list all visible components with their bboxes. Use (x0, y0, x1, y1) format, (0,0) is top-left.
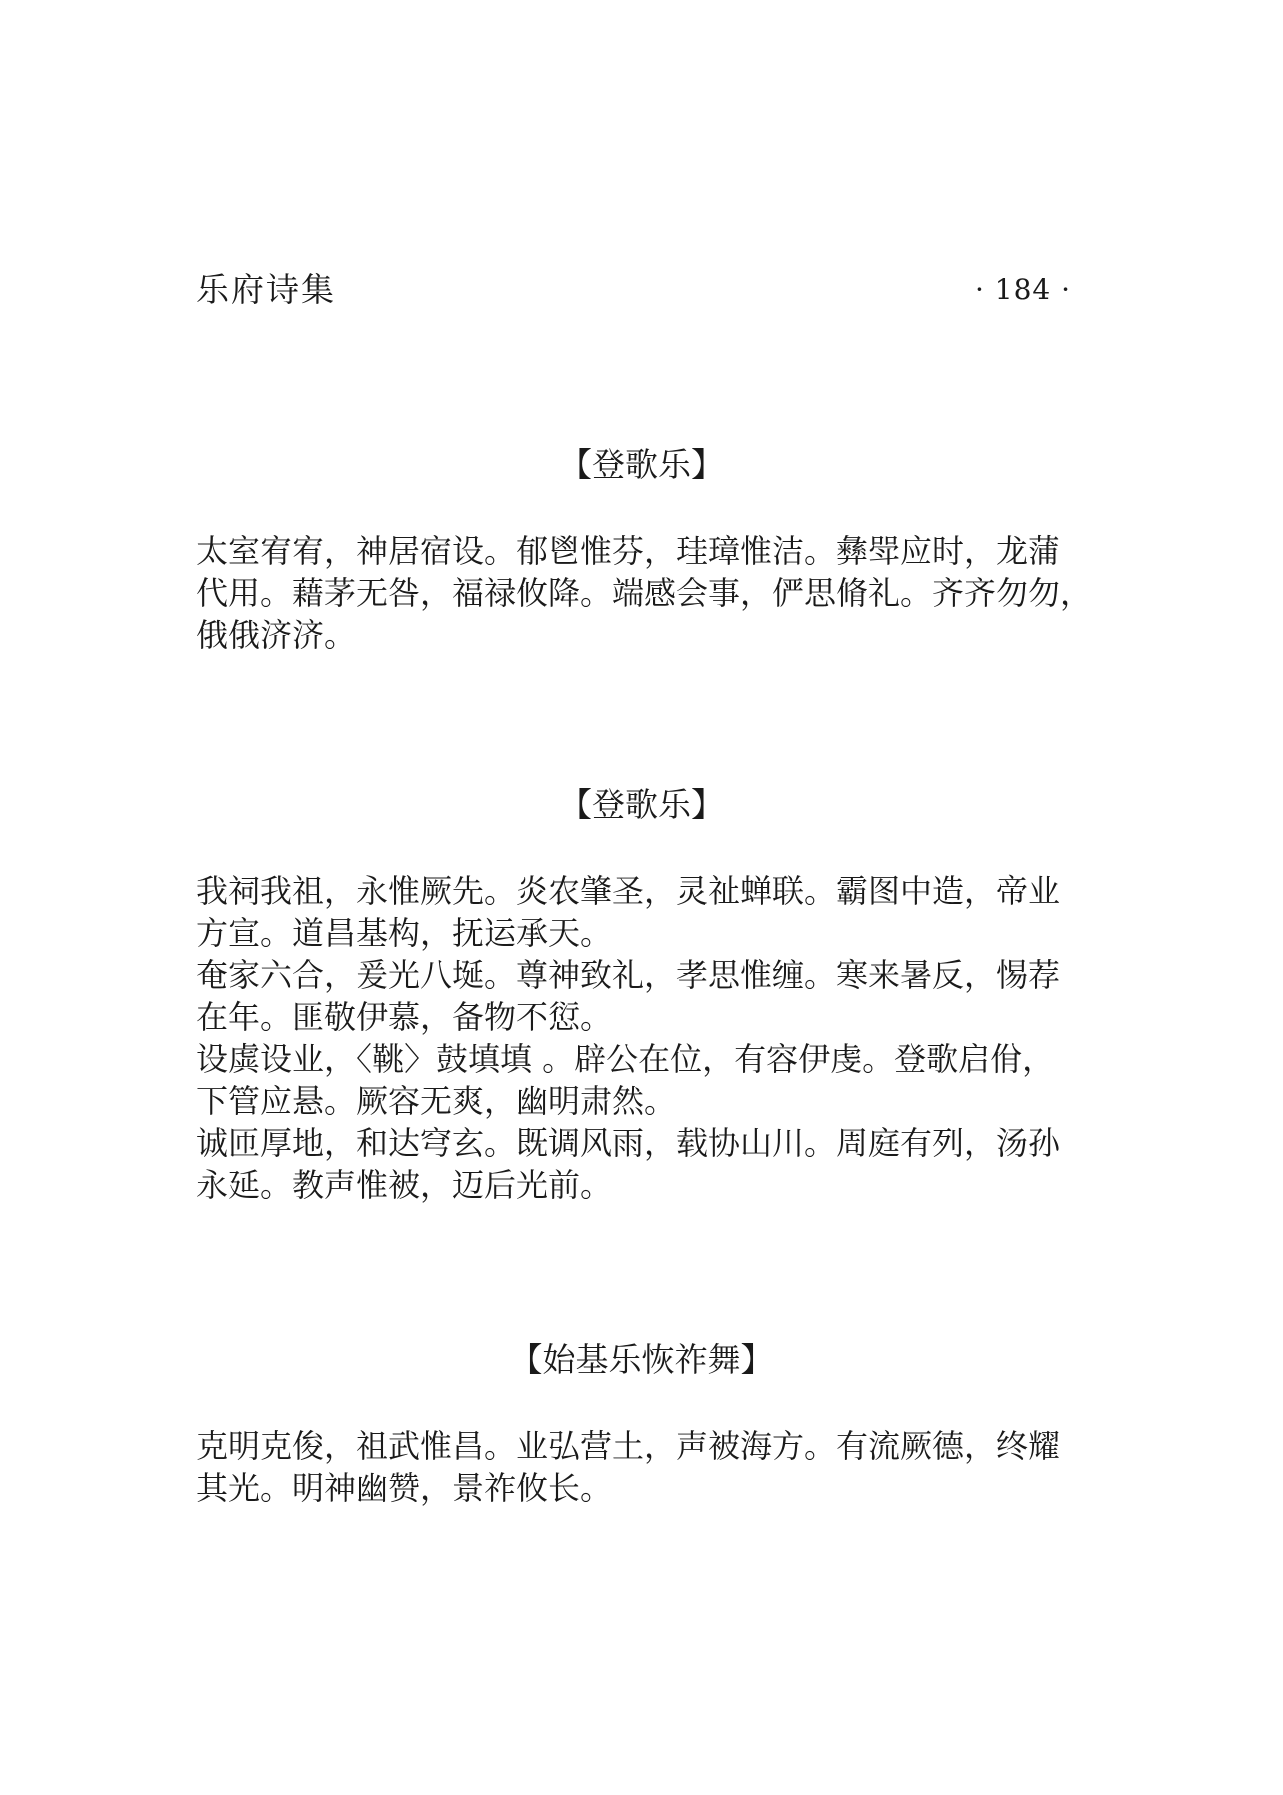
poem-line: 方宣。道昌基构，抚运承天。 (196, 914, 613, 952)
poem-line: 太室宥宥，神居宿设。郁鬯惟芬，珪璋惟洁。彝斝应时，龙蒲 (196, 532, 1061, 570)
poem-line: 设虡设业，〈鞉〉鼓填填 。辟公在位，有容伊虔。登歌启佾， (196, 1040, 1055, 1078)
section-title: 【登歌乐】 (559, 445, 724, 484)
page-number: · 184 · (975, 273, 1072, 306)
poem-line: 俄俄济济。 (196, 616, 357, 654)
poem-line: 诚匝厚地，和达穹玄。既调风雨，载协山川。周庭有列，汤孙 (196, 1124, 1061, 1162)
poem-body (196, 530, 1126, 656)
section-title: 【始基乐恢祚舞】 (509, 1340, 774, 1379)
poem-line: 永延。教声惟被，迈后光前。 (196, 1166, 613, 1204)
poem-body (196, 870, 1126, 1206)
poem-line: 下管应悬。厥容无爽，幽明肃然。 (196, 1082, 677, 1120)
poem-line: 代用。藉茅无咎，福禄攸降。端感会事，俨思脩礼。齐齐勿勿， (196, 574, 1093, 612)
poem-line: 我祠我祖，永惟厥先。炎农肇圣，灵祉蝉联。霸图中造，帝业 (196, 872, 1061, 910)
section-title: 【登歌乐】 (559, 785, 724, 824)
poem-line: 克明克俊，祖武惟昌。业弘营土，声被海方。有流厥德，终耀 (196, 1427, 1061, 1465)
poem-line: 在年。匪敬伊慕，备物不愆。 (196, 998, 613, 1036)
poem-line: 其光。明神幽赞，景祚攸长。 (196, 1469, 613, 1507)
poem-body (196, 1425, 1126, 1509)
poem-line: 奄家六合，爰光八埏。尊神致礼，孝思惟缠。寒来暑反，惕荐 (196, 956, 1061, 994)
book-title: 乐府诗集 (196, 270, 336, 309)
